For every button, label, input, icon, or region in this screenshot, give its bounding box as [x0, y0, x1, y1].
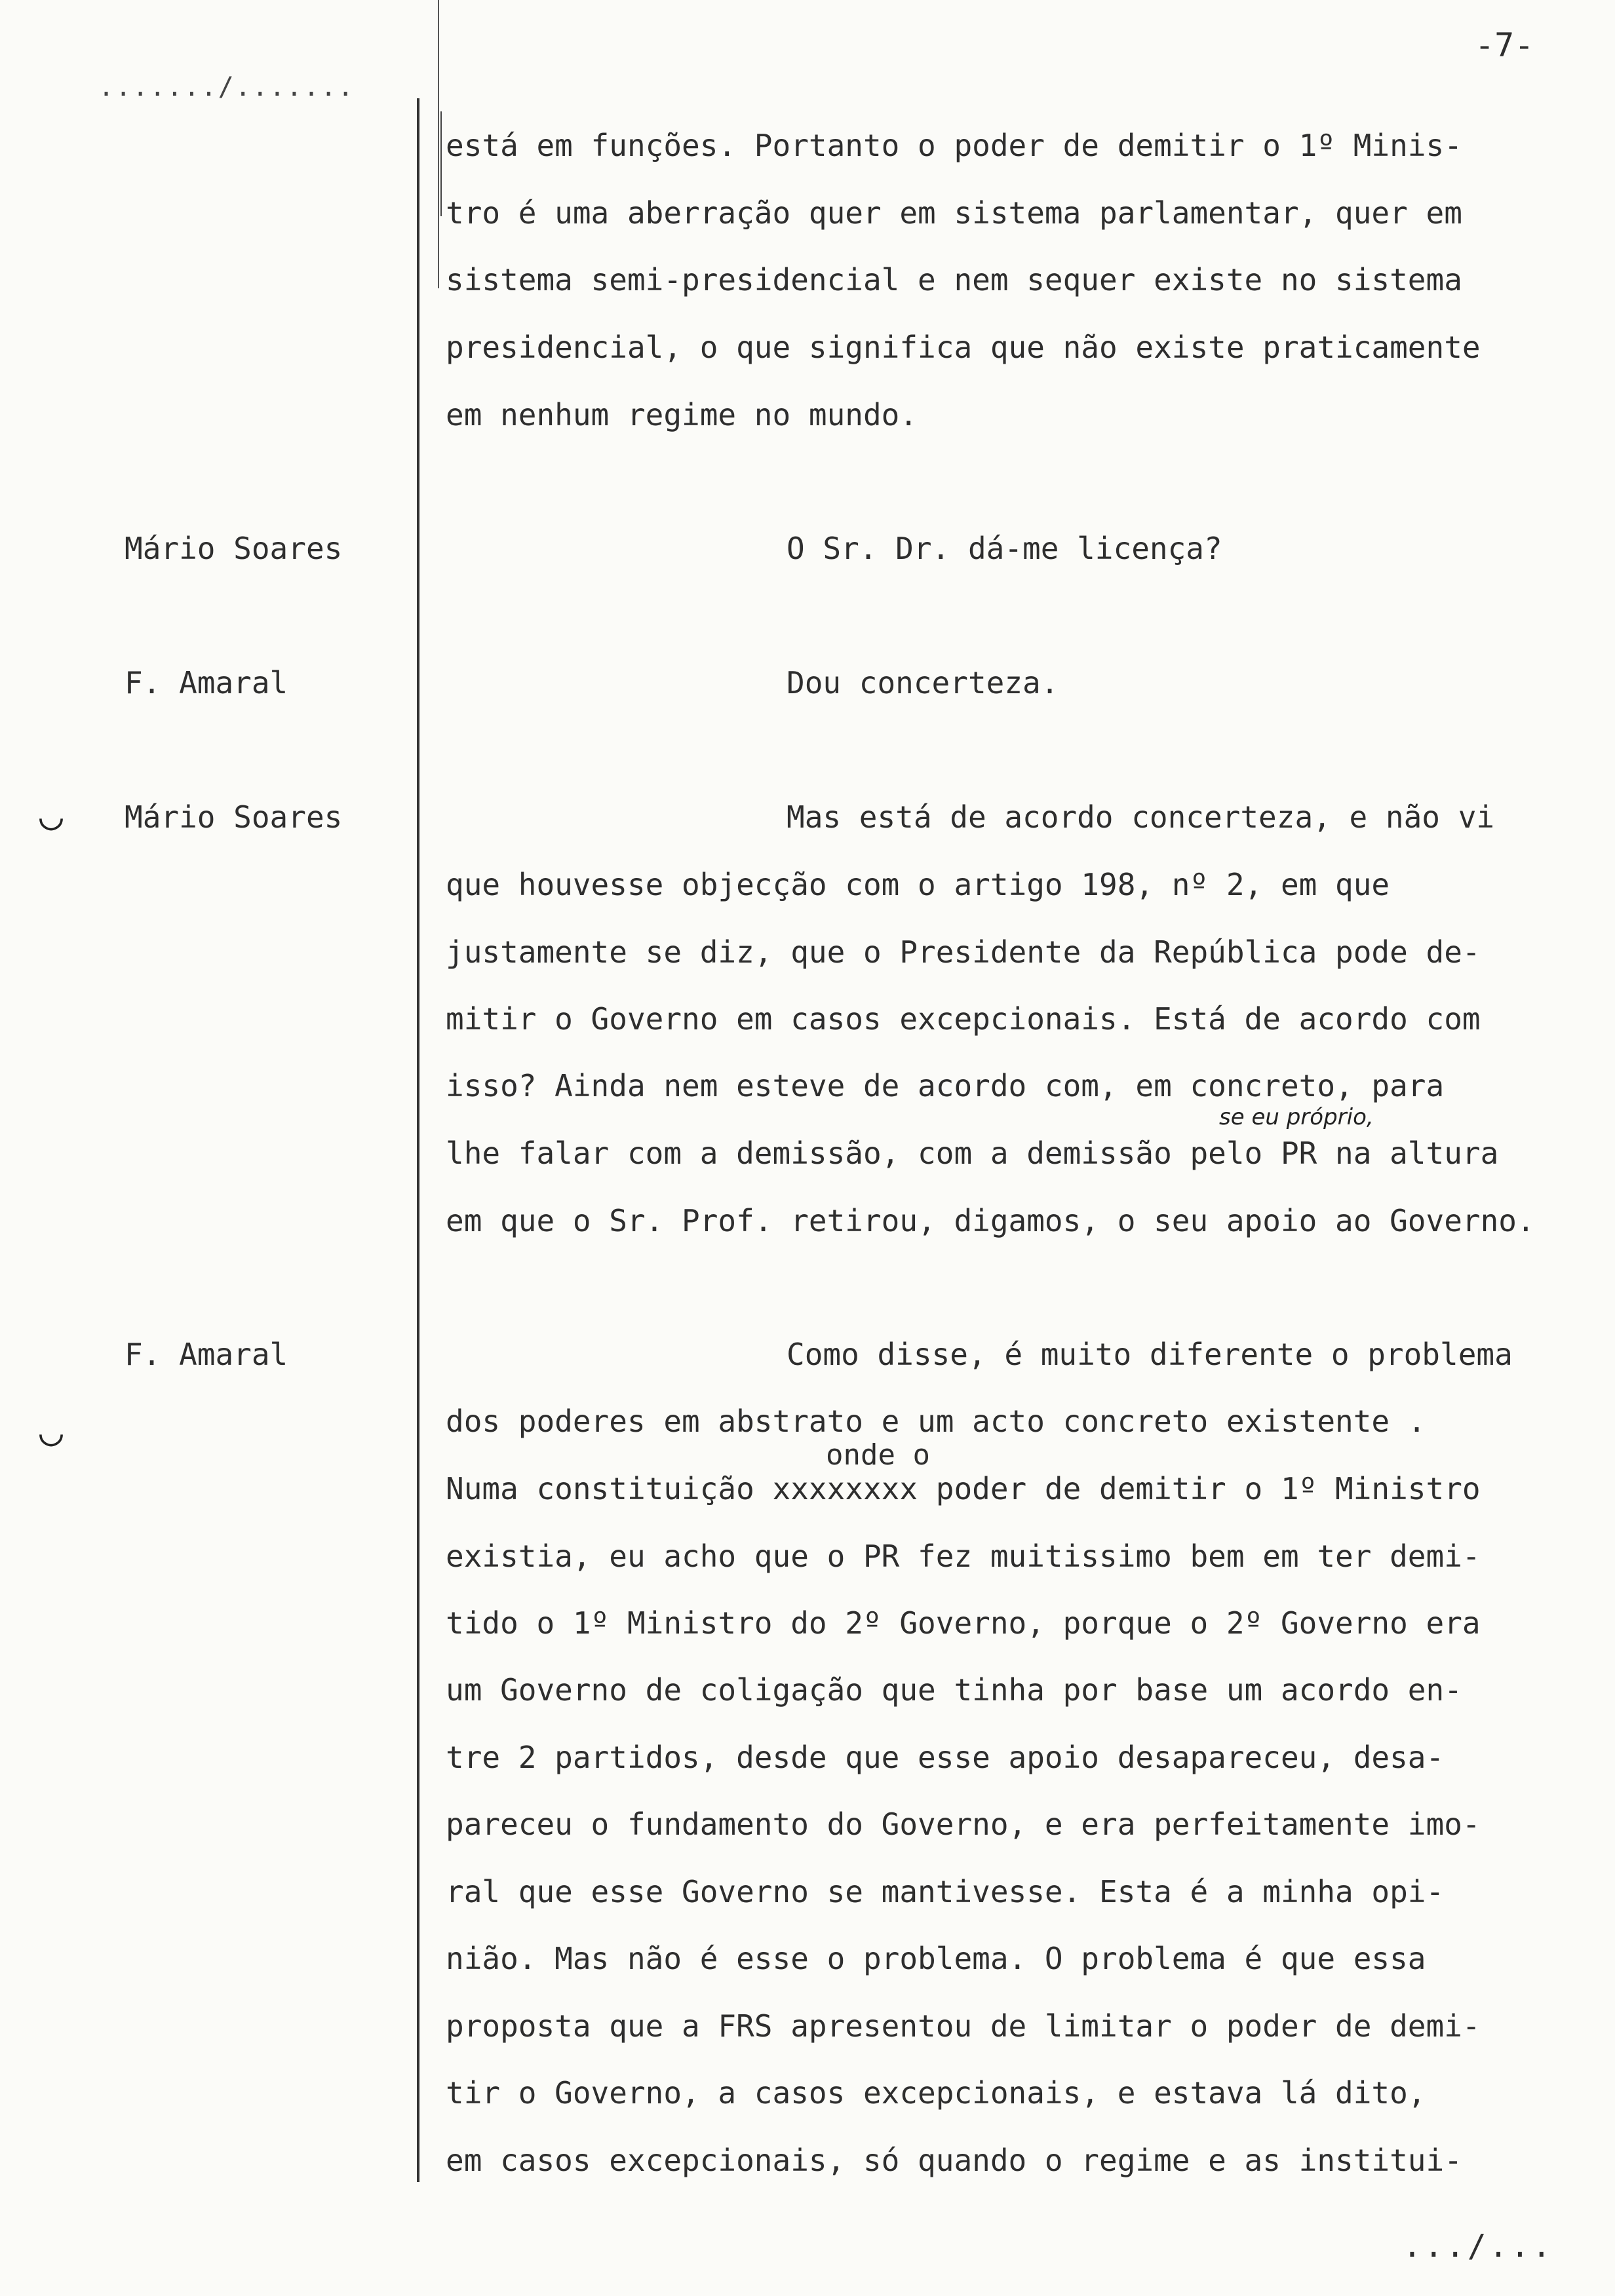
vertical-rule-top: [438, 0, 439, 288]
text-line: Como disse, é muito diferente o problema: [787, 1337, 1513, 1372]
text-line: existia, eu acho que o PR fez muitissimo bem em ter demi-: [446, 1539, 1481, 1574]
text-line: está em funções. Portanto o poder de demitir o 1º Minis-: [446, 128, 1462, 163]
text-line: ral que esse Governo se mantivesse. Esta é a minha opi-: [446, 1874, 1445, 1909]
text-line: lhe falar com a demissão, com a demissão pelo PR na altura: [446, 1136, 1499, 1171]
top-mark: ......./.......: [98, 72, 355, 102]
speaker-name: Mário Soares: [125, 531, 343, 566]
text-line: O Sr. Dr. dá-me licença?: [787, 531, 1222, 566]
margin-check-mark: ◡: [39, 1409, 64, 1455]
text-line: em nenhum regime no mundo.: [446, 397, 918, 432]
typed-insertion: onde o: [826, 1438, 930, 1472]
vertical-rule-margin: [417, 98, 419, 2182]
page-number: -7-: [1475, 26, 1534, 64]
vertical-rule-short: [440, 111, 442, 216]
text-line: Dou concerteza.: [787, 665, 1059, 700]
margin-check-mark: ◡: [39, 793, 64, 839]
text-line: tro é uma aberração quer em sistema parlamentar, quer em: [446, 195, 1462, 231]
continuation-marker: .../...: [1403, 2228, 1554, 2265]
text-line: sistema semi-presidencial e nem sequer existe no sistema: [446, 262, 1462, 297]
speaker-name: F. Amaral: [125, 665, 288, 700]
text-line: dos poderes em abstrato e um acto concreto existente .: [446, 1404, 1426, 1439]
text-line: que houvesse objecção com o artigo 198, nº 2, em que: [446, 867, 1390, 902]
text-line: nião. Mas não é esse o problema. O problema é que essa: [446, 1941, 1426, 1976]
speaker-name: Mário Soares: [125, 799, 343, 835]
text-line: pareceu o fundamento do Governo, e era perfeitamente imo-: [446, 1807, 1481, 1842]
text-line: tir o Governo, a casos excepcionais, e estava lá dito,: [446, 2075, 1426, 2111]
text-line: Numa constituição xxxxxxxx poder de demitir o 1º Ministro: [446, 1471, 1481, 1506]
text-line: presidencial, o que significa que não existe praticamente: [446, 330, 1481, 365]
handwritten-insertion: se eu próprio,: [1219, 1104, 1374, 1130]
text-line: tre 2 partidos, desde que esse apoio desapareceu, desa-: [446, 1740, 1445, 1775]
text-line: Mas está de acordo concerteza, e não vi: [787, 799, 1495, 835]
text-line: em que o Sr. Prof. retirou, digamos, o seu apoio ao Governo.: [446, 1203, 1535, 1238]
text-line: em casos excepcionais, só quando o regime e as institui-: [446, 2143, 1462, 2178]
text-line: isso? Ainda nem esteve de acordo com, em concreto, para: [446, 1068, 1445, 1103]
text-line: tido o 1º Ministro do 2º Governo, porque o 2º Governo era: [446, 1605, 1481, 1641]
text-line: justamente se diz, que o Presidente da República pode de-: [446, 934, 1481, 970]
text-line: um Governo de coligação que tinha por base um acordo en-: [446, 1672, 1462, 1708]
text-line: proposta que a FRS apresentou de limitar o poder de demi-: [446, 2008, 1481, 2044]
speaker-name: F. Amaral: [125, 1337, 288, 1372]
text-line: mitir o Governo em casos excepcionais. Está de acordo com: [446, 1001, 1481, 1037]
